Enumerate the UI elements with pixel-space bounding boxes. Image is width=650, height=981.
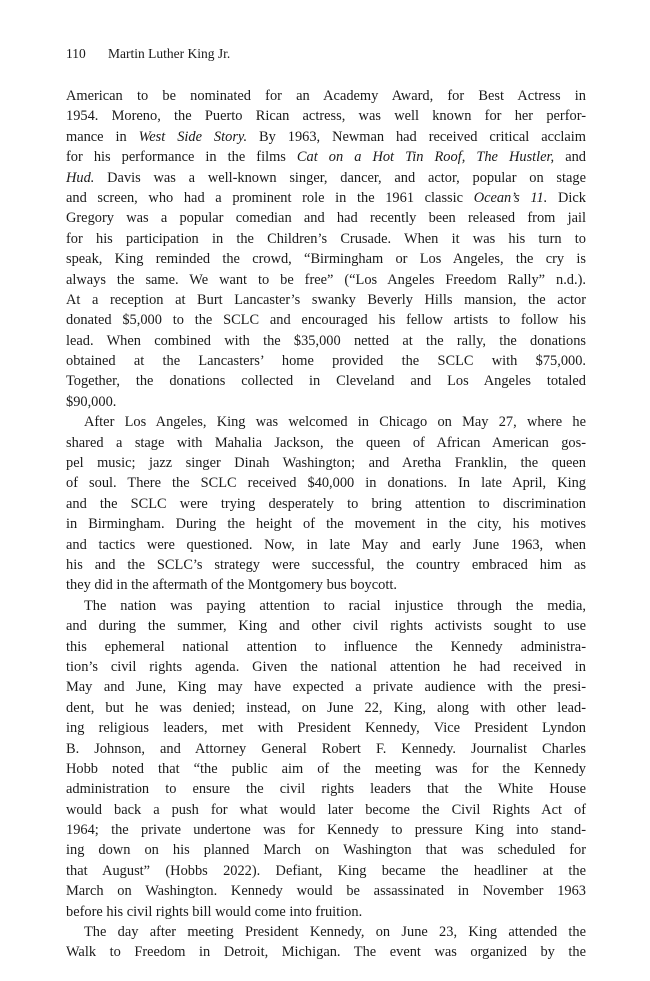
- text-run: Davis was a well-known singer, dancer, and actor, popular on stage: [94, 169, 586, 186]
- text-line: [66, 106, 586, 126]
- text-run: 1954. Moreno, the Puerto Rican actress, was well known for her perfor-: [66, 108, 586, 125]
- text-run: The day after meeting President Kennedy, on June 23, King attended the: [84, 924, 586, 941]
- body-text: [66, 86, 586, 963]
- text-line: [66, 902, 586, 922]
- text-run: tion’s civil rights agenda. Given the national attention he had received in: [66, 658, 586, 675]
- text-line: [66, 229, 586, 249]
- text-line: [66, 555, 586, 575]
- text-line: [66, 922, 586, 942]
- text-run: lead. When combined with the $35,000 netted at the rally, the donations: [66, 332, 586, 349]
- text-run: of soul. There the SCLC received $40,000 in donations. In late April, King: [66, 475, 586, 492]
- text-line: [66, 249, 586, 269]
- text-line: [66, 412, 586, 432]
- running-head: [66, 44, 586, 64]
- text-run: always the same. We want to be free” (“Los Angeles Freedom Rally” n.d.).: [66, 271, 586, 288]
- text-run: 1964; the private undertone was for Kennedy to pressure King into stand-: [66, 822, 586, 839]
- text-line: [66, 147, 586, 167]
- text-line: [66, 779, 586, 799]
- italic-title: Hud.: [66, 169, 95, 186]
- italic-title: West Side Story.: [138, 128, 248, 145]
- text-line: [66, 820, 586, 840]
- text-line: [66, 759, 586, 779]
- text-line: [66, 392, 586, 412]
- text-line: [66, 433, 586, 453]
- text-run: March on Washington. Kennedy would be assassinated in November 1963: [66, 883, 586, 900]
- text-run: The nation was paying attention to racial injustice through the media,: [84, 597, 586, 614]
- text-run: and during the summer, King and other civil rights activists sought to use: [66, 618, 586, 635]
- text-run: May and June, King may have expected a private audience with the presi-: [66, 679, 586, 696]
- text-run: for his participation in the Children’s Crusade. When it was his turn to: [66, 230, 586, 247]
- text-line: [66, 718, 586, 738]
- text-run: they did in the aftermath of the Montgomery bus boycott.: [66, 577, 397, 594]
- text-run: in Birmingham. During the height of the movement in the city, his motives: [66, 516, 586, 533]
- text-line: [66, 331, 586, 351]
- text-line: [66, 208, 586, 228]
- text-run: administration to ensure the civil rights leaders that the White House: [66, 781, 586, 798]
- text-line: [66, 800, 586, 820]
- text-run: dent, but he was denied; instead, on June 22, King, along with other lead-: [66, 699, 586, 716]
- text-run: his and the SCLC’s strategy were successful, the country embraced him as: [66, 556, 586, 573]
- text-line: [66, 168, 586, 188]
- running-title: Martin Luther King Jr.: [108, 46, 231, 61]
- italic-title: Cat on a Hot Tin Roof, The Hustler,: [296, 149, 555, 166]
- text-run: for his performance in the films: [66, 149, 297, 166]
- text-run: ing down on his planned March on Washington that was scheduled for: [66, 842, 586, 859]
- text-line: [66, 637, 586, 657]
- text-line: [66, 677, 586, 697]
- text-run: Gregory was a popular comedian and had recently been released from jail: [66, 210, 586, 227]
- text-run: and the SCLC were trying desperately to bring attention to discrimination: [66, 495, 586, 512]
- text-line: [66, 127, 586, 147]
- text-line: [66, 494, 586, 514]
- text-run: American to be nominated for an Academy Award, for Best Actress in: [66, 88, 586, 104]
- text-run: Walk to Freedom in Detroit, Michigan. The event was organized by the: [66, 944, 586, 961]
- text-line: [66, 351, 586, 371]
- text-line: [66, 698, 586, 718]
- text-run: before his civil rights bill would come into fruition.: [66, 903, 363, 920]
- text-run: Hobb noted that “the public aim of the meeting was for the Kennedy: [66, 760, 586, 777]
- text-run: pel music; jazz singer Dinah Washington; and Aretha Franklin, the queen: [66, 455, 586, 472]
- text-run: would back a push for what would later become the Civil Rights Act of: [66, 801, 586, 818]
- text-run: At a reception at Burt Lancaster’s swanky Beverly Hills mansion, the actor: [66, 291, 586, 308]
- text-run: this ephemeral national attention to influence the Kennedy administra-: [66, 638, 586, 655]
- text-line: [66, 371, 586, 391]
- text-run: donated $5,000 to the SCLC and encouraged his fellow artists to follow his: [66, 312, 586, 329]
- text-run: mance in: [66, 128, 139, 145]
- text-line: [66, 310, 586, 330]
- text-run: shared a stage with Mahalia Jackson, the queen of African American gos-: [66, 434, 586, 451]
- text-line: [66, 616, 586, 636]
- text-line: [66, 473, 586, 493]
- text-run: By 1963, Newman had received critical acclaim: [247, 128, 586, 145]
- text-run: and: [554, 149, 586, 166]
- text-run: and screen, who had a prominent role in the 1961 classic: [66, 189, 474, 206]
- text-line: [66, 596, 586, 616]
- text-run: Together, the donations collected in Cleveland and Los Angeles totaled: [66, 373, 586, 390]
- text-run: ing religious leaders, met with President Kennedy, Vice President Lyndon: [66, 720, 586, 737]
- text-run: obtained at the Lancasters’ home provided the SCLC with $75,000.: [66, 353, 586, 370]
- text-run: that August” (Hobbs 2022). Defiant, King became the headliner at the: [66, 862, 586, 879]
- italic-title: Ocean’s 11.: [473, 189, 548, 206]
- text-run: and tactics were questioned. Now, in late May and early June 1963, when: [66, 536, 586, 553]
- text-line: [66, 453, 586, 473]
- text-line: [66, 942, 586, 962]
- text-run: speak, King reminded the crowd, “Birmingham or Los Angeles, the cry is: [66, 251, 586, 268]
- text-line: [66, 188, 586, 208]
- text-line: [66, 575, 586, 595]
- text-line: [66, 861, 586, 881]
- text-line: [66, 657, 586, 677]
- text-run: $90,000.: [66, 393, 117, 410]
- text-run: Dick: [547, 189, 586, 206]
- text-line: [66, 86, 586, 106]
- page-number: 110: [66, 46, 86, 61]
- text-line: [66, 514, 586, 534]
- text-line: [66, 739, 586, 759]
- text-line: [66, 290, 586, 310]
- text-line: [66, 270, 586, 290]
- text-line: [66, 840, 586, 860]
- text-line: [66, 881, 586, 901]
- text-run: After Los Angeles, King was welcomed in Chicago on May 27, where he: [84, 414, 586, 431]
- text-line: [66, 535, 586, 555]
- text-run: B. Johnson, and Attorney General Robert F. Kennedy. Journalist Charles: [66, 740, 586, 757]
